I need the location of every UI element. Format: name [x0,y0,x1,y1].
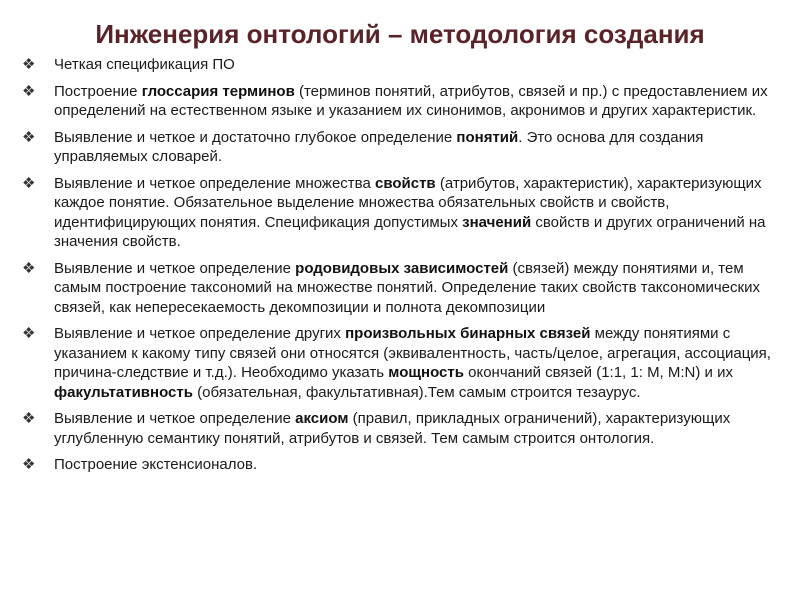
list-item-text [54,456,257,473]
emphasized-term: свойств [374,174,436,192]
list-item-text [54,325,771,401]
list-item [22,174,782,252]
list-item-text [54,260,760,316]
list-item [22,409,782,448]
list-item-text [54,83,768,120]
text-fragment: (правил, прикладных ограничений), характеризующих углубленную семантику понятий, атрибутов и связей. Тем самым строится онтология. [54,410,731,447]
diamond-bullet-icon: ❖ [22,82,36,100]
text-fragment: . Это основа для создания управляемых словарей. [54,128,704,165]
diamond-bullet-icon: ❖ [22,325,36,342]
text-fragment: Выявление и четкое определение других [54,325,346,342]
text-fragment: окончаний связей (1:1, 1: M, M:N) и их [463,364,733,381]
diamond-bullet-icon: ❖ [22,174,36,192]
text-fragment: Выявление и четкое определение [54,259,296,277]
emphasized-term: глоссария терминов [141,82,295,100]
text-fragment: свойств и других ограничений на значения свойств. [54,213,766,250]
list-item [22,455,782,475]
diamond-bullet-icon: ❖ [22,456,36,473]
emphasized-term: значений [462,213,532,231]
bullet-list [22,55,782,482]
emphasized-term: аксиом [295,410,349,427]
text-fragment: Построение [54,82,142,100]
list-item [22,324,782,402]
list-item [22,259,782,318]
text-fragment: Построение экстенсионалов. [54,456,258,473]
emphasized-term: понятий [456,128,519,146]
emphasized-term: факультативность [54,383,193,401]
diamond-bullet-icon: ❖ [22,128,36,146]
text-fragment: Выявление и четкое определение [54,410,296,427]
text-fragment: Выявление и четкое и достаточно глубокое определение [54,128,457,146]
diamond-bullet-icon: ❖ [22,56,36,73]
text-fragment: (обязательная, факультативная).Тем самым строится тезаурус. [192,383,641,401]
list-item-text [54,129,703,166]
diamond-bullet-icon: ❖ [22,410,36,427]
text-fragment: (связей) между понятиями и, тем самым построение таксономий на множестве понятий. Определение таких свойств таксономических связей, как непересекаемость декомпозиции и полнота декомпозиции [54,259,760,316]
text-fragment: между понятиями с указанием к какому типу связей они относятся (эквивалентность, часть/целое, агрегация, ассоциация, причина-следствие и т.д.). Необходимо указать [54,325,771,381]
text-fragment: (атрибутов, характеристик), характеризующих каждое понятие. Обязательное выделение множества обязательных свойств и свойств, идентифицирующих понятия. Спецификация допустимых [54,174,762,231]
list-item [22,82,782,121]
emphasized-term: родовидовых зависимостей [295,259,509,277]
text-fragment: Выявление и четкое определение множества [54,174,375,192]
text-fragment: Четкая спецификация ПО [54,56,235,73]
text-fragment: (терминов понятий, атрибутов, связей и пр.) с предоставлением их определений на естественном языке и указанием их синонимов, акронимов и других характеристик. [54,82,768,119]
diamond-bullet-icon: ❖ [22,259,36,277]
emphasized-term: мощность [388,364,464,381]
list-item-text [54,175,766,251]
list-item [22,55,782,75]
emphasized-term: произвольных бинарных связей [345,325,591,342]
page-title: Инженерия онтологий – методология создания [95,19,705,49]
list-item-text [54,56,235,73]
list-item [22,128,782,167]
list-item-text [54,410,730,447]
